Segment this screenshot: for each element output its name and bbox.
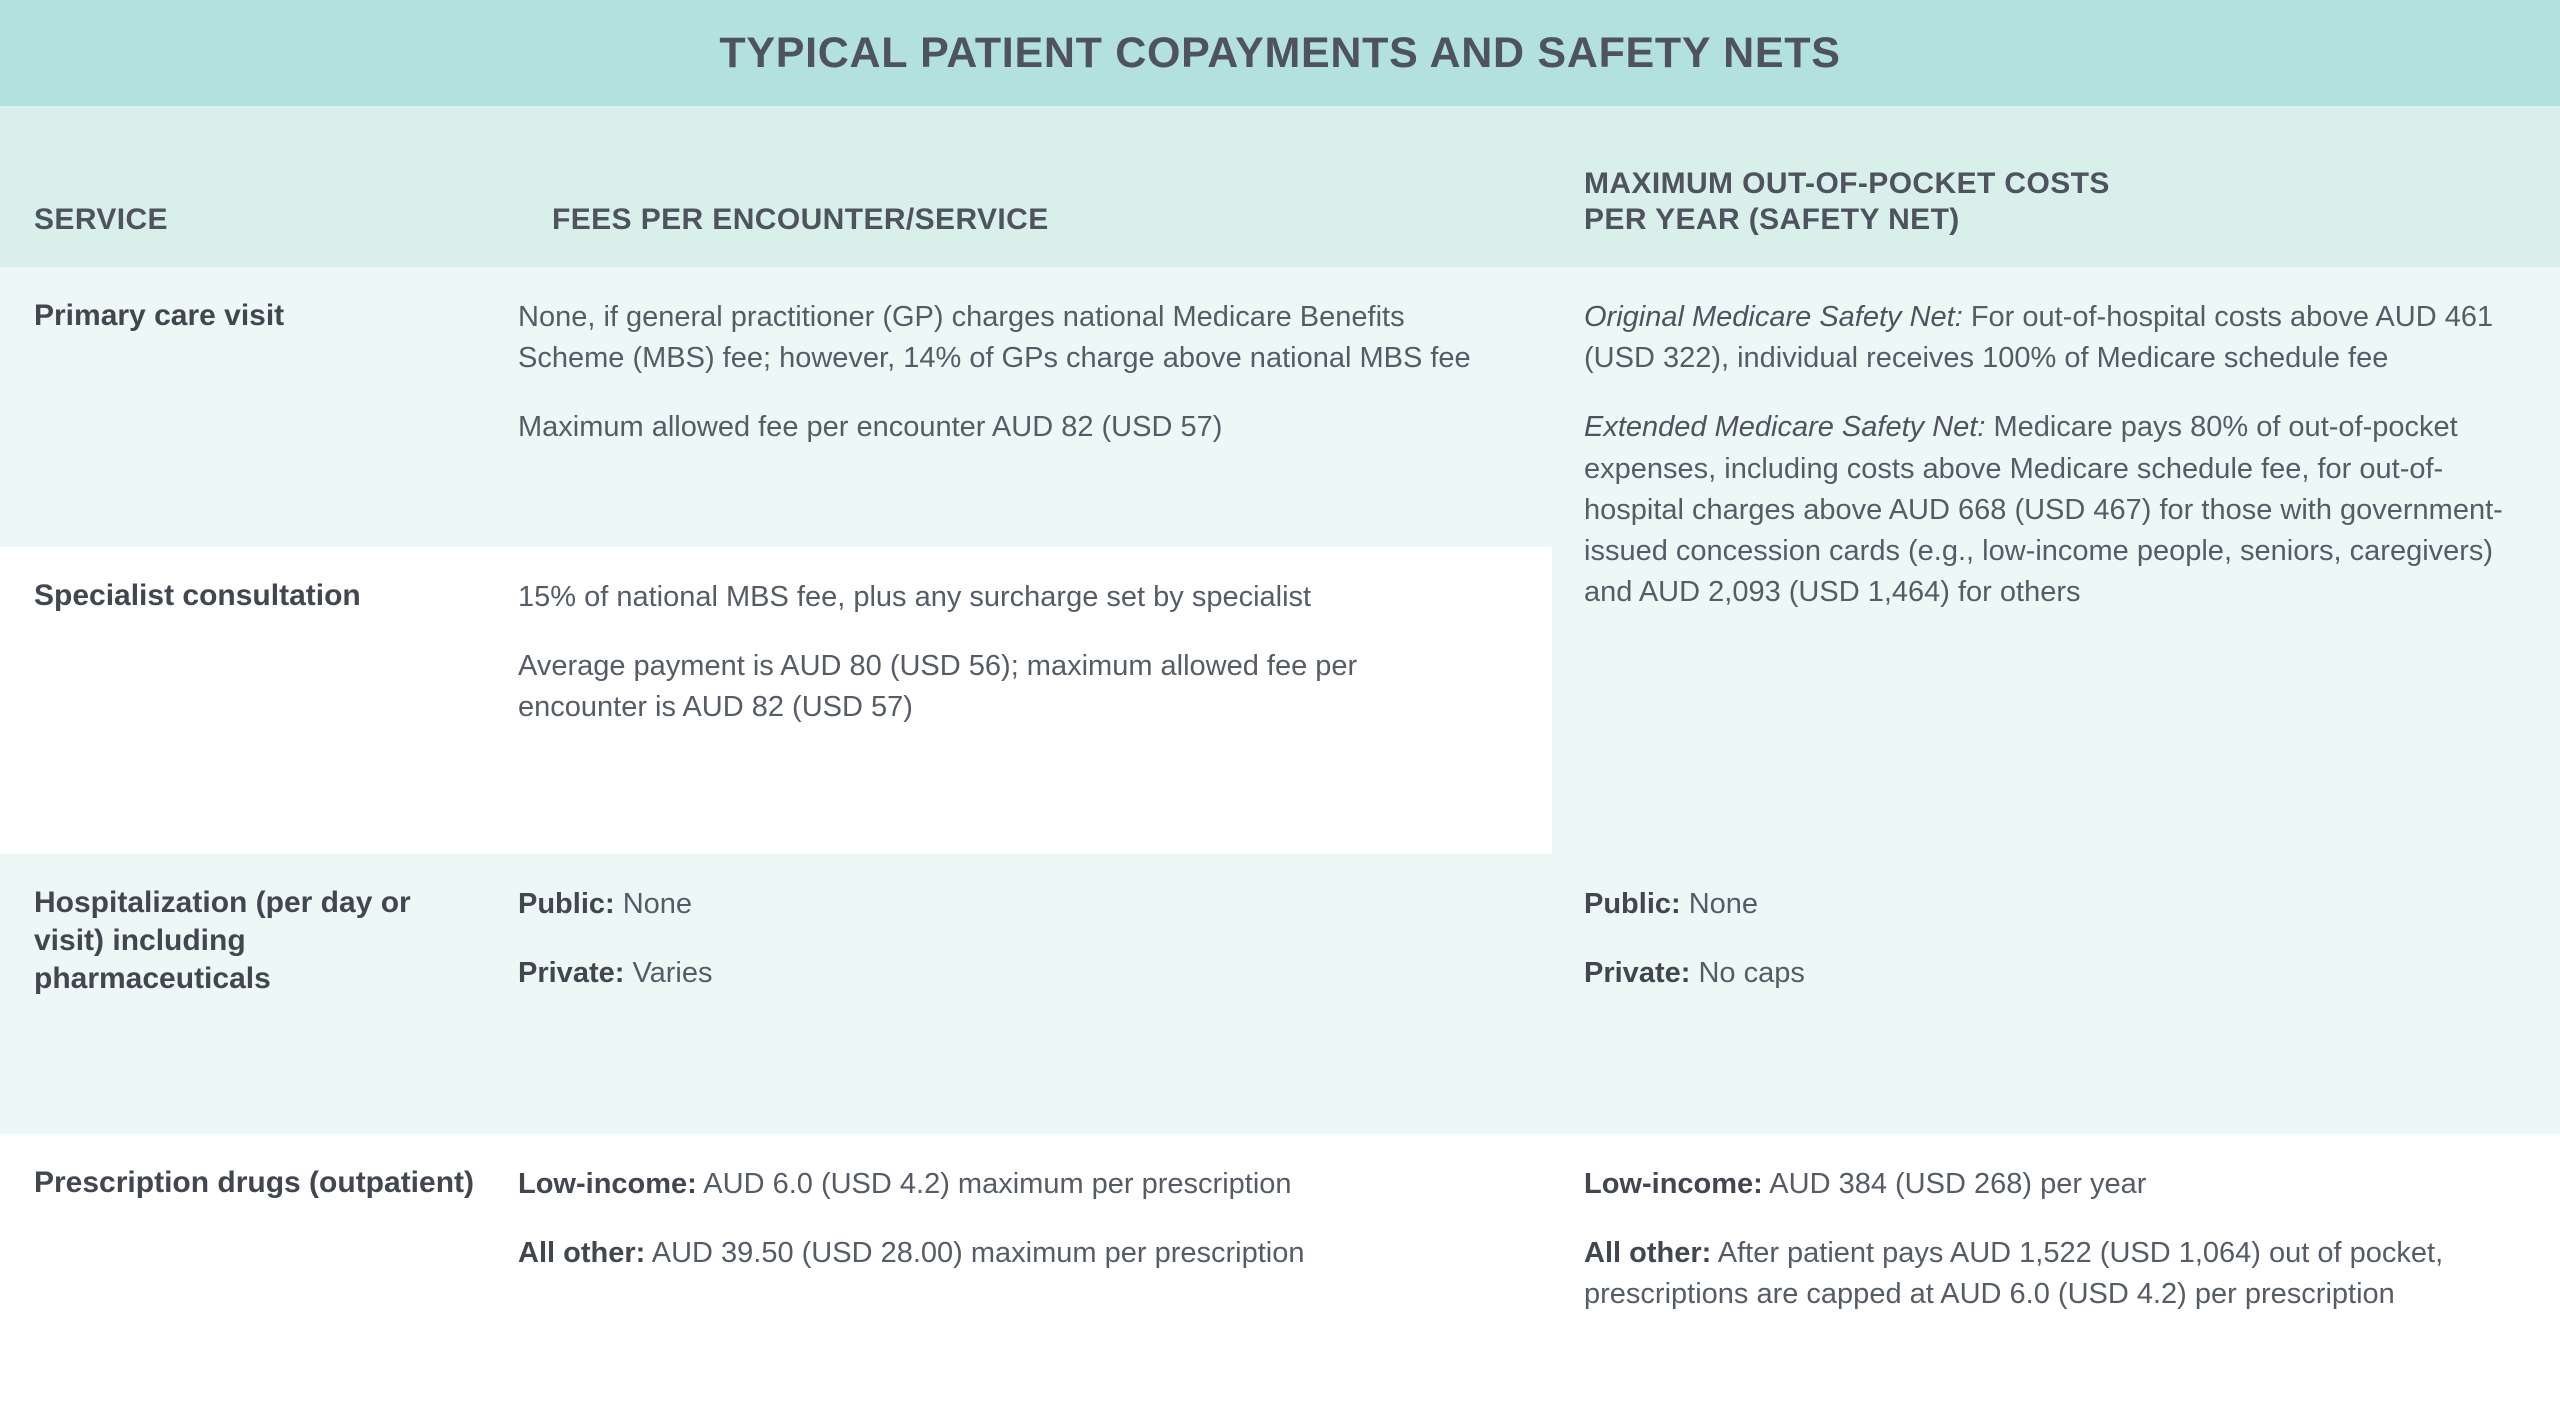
fees-paragraph <box>518 1164 1492 1205</box>
service-label: Specialist consultation <box>34 579 361 612</box>
fees-lead: Private: <box>518 957 625 990</box>
fees-paragraph <box>518 577 1492 618</box>
safety-net-lead: Low-income: <box>1584 1168 1763 1200</box>
fees-text: None <box>614 888 693 920</box>
column-header-safety-net <box>1552 106 2560 267</box>
table-rows-1-2-group <box>0 267 2560 854</box>
table-row-hospitalization <box>0 854 2560 1134</box>
fees-cell-row1 <box>518 267 1552 547</box>
fees-paragraph <box>518 297 1492 379</box>
safety-net-text: No caps <box>1690 957 1805 990</box>
fees-text: Average payment is AUD 80 (USD 56); maximum allowed fee per encounter is AUD 82 (USD 57) <box>518 650 1358 724</box>
fees-text: AUD 6.0 (USD 4.2) maximum per prescription <box>696 1168 1292 1200</box>
safety-net-text: For out-of-hospital costs above AUD 461 (USD 322), individual receives 100% of Medicare schedule fee <box>1584 301 2494 375</box>
safety-net-text: AUD 384 (USD 268) per year <box>1762 1168 2147 1200</box>
table-header-row <box>0 106 2560 267</box>
fees-paragraph <box>518 407 1492 448</box>
safety-net-lead: All other: <box>1584 1237 1712 1270</box>
safety-net-cell-row3 <box>1552 854 2560 1134</box>
fees-lead: Low-income: <box>518 1168 697 1200</box>
table-row <box>0 1134 518 1417</box>
column-header-service <box>0 106 518 267</box>
safety-net-cell-merged-rows-1-2 <box>1552 267 2560 854</box>
fees-lead: Public: <box>518 888 615 920</box>
table-title-band <box>0 0 2560 106</box>
table-row <box>0 267 518 547</box>
fees-text: AUD 39.50 (USD 28.00) maximum per prescription <box>645 1237 1305 1270</box>
column-header-safety-net-line2: PER YEAR (SAFETY NET) <box>1584 203 1960 237</box>
safety-net-cell-row4 <box>1552 1134 2560 1417</box>
column-header-fees <box>518 106 1552 267</box>
fees-lead: All other: <box>518 1237 646 1270</box>
safety-net-lead: Private: <box>1584 957 1691 990</box>
safety-net-lead: Original Medicare Safety Net: <box>1584 301 1963 333</box>
fees-paragraph <box>518 953 1492 994</box>
fees-paragraph <box>518 646 1492 728</box>
safety-net-paragraph <box>1584 1164 2520 1205</box>
service-label: Prescription drugs (outpatient) <box>34 1166 475 1199</box>
safety-net-lead: Public: <box>1584 888 1681 920</box>
service-label: Hospitalization (per day or visit) including pharmaceuticals <box>34 886 411 995</box>
safety-net-paragraph <box>1584 407 2520 613</box>
fees-paragraph <box>518 884 1492 925</box>
service-label: Primary care visit <box>34 299 285 332</box>
fees-text: Varies <box>624 957 713 990</box>
table-row-prescription-drugs <box>0 1134 2560 1417</box>
fees-cell-row3 <box>518 854 1552 1134</box>
safety-net-text: None <box>1680 888 1759 920</box>
table-row <box>0 547 518 854</box>
fees-paragraph <box>518 1233 1492 1274</box>
fees-cell-row4 <box>518 1134 1552 1417</box>
safety-net-lead: Extended Medicare Safety Net: <box>1584 411 1986 444</box>
column-header-safety-net-line1: MAXIMUM OUT-OF-POCKET COSTS <box>1584 166 2110 200</box>
fees-text: None, if general practitioner (GP) charges national Medicare Benefits Scheme (MBS) fee; however, 14% of GPs charge above national MBS fee <box>518 301 1471 375</box>
fees-text: Maximum allowed fee per encounter AUD 82 (USD 57) <box>518 411 1223 444</box>
page-title: TYPICAL PATIENT COPAYMENTS AND SAFETY NETS <box>719 28 1841 77</box>
fees-text: 15% of national MBS fee, plus any surcharge set by specialist <box>518 581 1312 613</box>
safety-net-paragraph <box>1584 884 2520 925</box>
safety-net-paragraph <box>1584 1233 2520 1315</box>
fees-cell-row2 <box>518 547 1552 854</box>
column-header-fees-label: FEES PER ENCOUNTER/SERVICE <box>552 203 1049 237</box>
column-header-service-label: SERVICE <box>34 203 168 237</box>
safety-net-paragraph <box>1584 297 2520 379</box>
safety-net-text: After patient pays AUD 1,522 (USD 1,064) out of pocket, prescriptions are capped at AUD 6.0 (USD 4.2) per prescription <box>1584 1237 2444 1311</box>
safety-net-text: Medicare pays 80% of out-of-pocket expenses, including costs above Medicare schedule fee, for out-of-hospital charges above AUD 668 (USD 467) for those with government-issued concession cards (e.g., low-income people, seniors, caregivers) and AUD 2,093 (USD 1,464) for others <box>1584 411 2503 609</box>
table-row <box>0 854 518 1134</box>
safety-net-paragraph <box>1584 953 2520 994</box>
